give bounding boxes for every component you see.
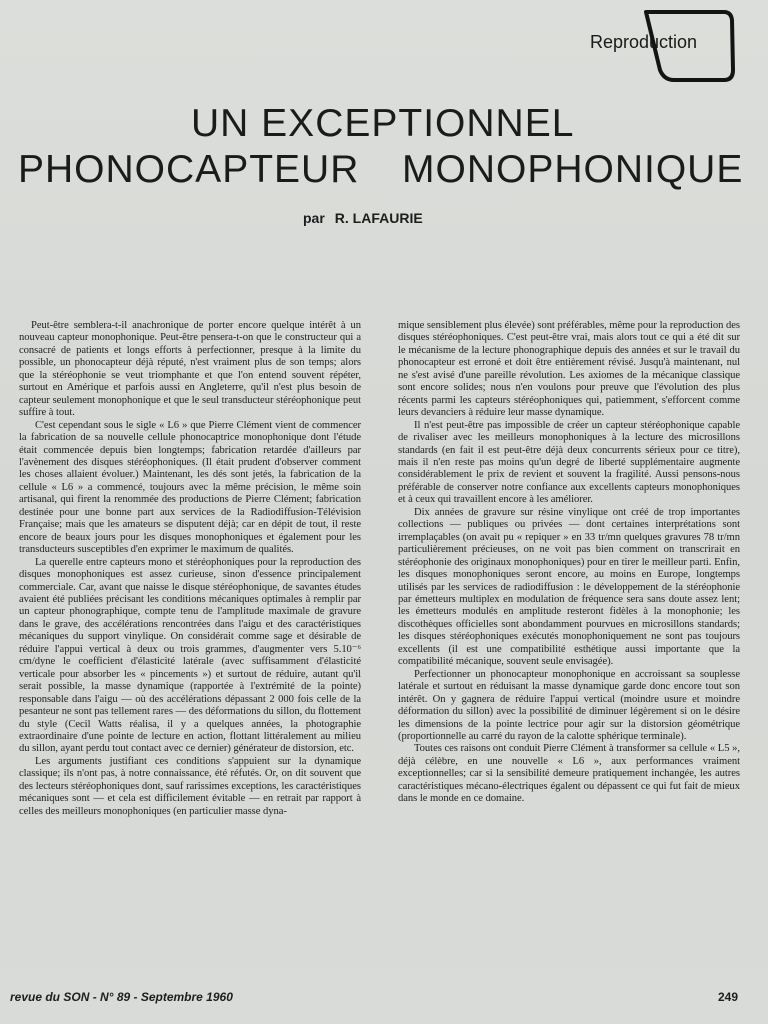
- paragraph: Perfectionner un phonocapteur monophonique en accroissant sa souplesse latérale et surtout en réduisant la masse dynamique garde donc encore tout son intérêt. On y gagnera de réduire l'appui vertical (moindre usure et moindre déformation du sillon) avec la possibilité de diminuer légèrement si on le désire les dimensions de la pointe lectrice pour agir sur la distorsion géométrique (proportionnelle au carré du rayon de la calotte sphérique terminale).: [398, 668, 740, 742]
- section-label: Reproduction: [590, 32, 698, 52]
- journal-footer: revue du SON - N° 89 - Septembre 1960: [10, 990, 233, 1004]
- article-column-right: [398, 320, 740, 806]
- paragraph: mique sensiblement plus élevée) sont préférables, même pour la reproduction des disques stéréophoniques. C'est peut-être vrai, mais alors tout ce qui a été dit sur le mécanisme de la lecture phonographique depuis des années et sur le travail du phonocapteur est erroné et doit être entièrement révisé. Jusqu'à maintenant, nul ne s'est avisé d'une pareille révolution. Les axiomes de la mécanique classique sont encore solides; nous n'en voulons pour preuve que l'évolution des plus récents parmi les capteurs stéréophoniques qui, patiemment, s'efforcent comme leurs devanciers à réduire leur masse dynamique.: [398, 320, 740, 419]
- byline-author: R. LAFAURIE: [334, 210, 423, 226]
- title-line-2-left: PHONOCAPTEUR: [18, 148, 360, 191]
- paragraph: La querelle entre capteurs mono et stéréophoniques pour la reproduction des disques monophoniques est assez curieuse, sinon d'essence principalement commerciale. Car, avant que naisse le disque stéréophonique, de savantes études avaient été publiées précisant les conditions mécaniques optimales à remplir par un capteur phonographique, compte tenu de l'amplitude maximale de gravure dans le grave, des accélérations rencontrées dans l'aigu et des caractéristiques mécaniques du support vinylique. On considérait comme sage et désirable de réduire l'appui vertical à deux ou trois grammes, d'augmenter vers 5.10⁻⁶ cm/dyne le coefficient d'élasticité latérale (avec suffisamment d'élasticité verticale pour absorber les « pincements ») et surtout de réduire, autant qu'il serait possible, la masse dynamique (rapportée à l'extrémité de la pointe) responsable dans l'aigu — où des accélérations dépassant 2 000 fois celle de la pesanteur ne sont pas tellement rares — des déformations du sillon, du flottement du style (Cecil Watts réalisa, il y a quelques années, la photographie extraordinaire d'une pointe de lecture en action, flottant littéralement au milieu du sillon, ayant perdu tout contact avec ce dernier) générateur de distorsion, etc.: [19, 556, 361, 755]
- paragraph: C'est cependant sous le sigle « L6 » que Pierre Clément vient de commencer la fabrication de sa nouvelle cellule phonocaptrice monophonique dont l'étude était commencée depuis bien longtemps; fabrication retardée d'ailleurs par l'avènement des disques stéréophoniques. (Il était prudent d'observer comment les choses allaient évoluer.) Maintenant, les dés sont jetés, la fabrication de la cellule « L6 » a commencé, toujours avec la même précision, le même soin artisanal, qui firent la renommée des productions de Pierre Clément; fabrication destinée pour une bonne part aux services de la Radiodiffusion-Télévision Française; mais que les amateurs se disputent déjà; car en dépit de tout, il reste encore de beaux jours pour les disques monophoniques et également pour les transducteurs susceptibles d'en exprimer le maximum de qualités.: [19, 419, 361, 556]
- byline-prefix: par: [303, 210, 325, 226]
- paragraph: Il n'est peut-être pas impossible de créer un capteur stéréophonique capable de rivaliser avec les meilleurs monophoniques à la lecture des microsillons standards (en fait il est peut-être déjà deux concurrents sérieux pour ce titre), mais il n'en reste pas moins qu'un degré de liberté supplémentaire augmente considérablement le prix de revient et souvent la fragilité. Aussi pensons-nous préférable de conserver notre confiance aux excellents capteurs monophoniques et à ceux qui travaillent encore à les améliorer.: [398, 419, 740, 506]
- article-column-left: [19, 320, 361, 818]
- paragraph: Peut-être semblera-t-il anachronique de porter encore quelque intérêt à un nouveau capteur monophonique. Peut-être pensera-t-on que le constructeur qui a consacré de patients et longs efforts à perfectionner, presque à la limite du possible, un phonocapteur déjà réputé, n'est vraiment plus de son temps; alors que la stéréophonie se veut triomphante et que l'on entend souvent répéter, surtout en Amérique et parfois aussi en Angleterre, qu'il n'est plus besoin de capteur seulement monophonique et que le seul transducteur stéréophonique peut suffire à tout.: [19, 320, 361, 419]
- title-line-2-right: MONOPHONIQUE: [402, 148, 744, 191]
- paragraph: Toutes ces raisons ont conduit Pierre Clément à transformer sa cellule « L5 », déjà célèbre, en une nouvelle « L6 », aux performances vraiment exceptionnelles; car si la sensibilité demeure pratiquement inchangée, les autres caractéristiques mécano-électriques égalent ou dépassent ce qui fut fait de mieux dans le monde en ce domaine.: [398, 743, 740, 805]
- page-number: 249: [718, 990, 739, 1004]
- title-line-1: UN EXCEPTIONNEL: [191, 102, 575, 145]
- byline: [303, 210, 423, 226]
- paragraph: Les arguments justifiant ces conditions s'appuient sur la dynamique classique; ils n'ont pas, à notre connaissance, été réfutés. Or, on dit souvent que des lecteurs stéréophoniques dont, sauf rarissimes exceptions, les caractéristiques mécaniques sont — et cela est difficilement évitable — en retrait par rapport à celles des meilleurs monophoniques (en particulier masse dyna-: [19, 755, 361, 817]
- paragraph: Dix années de gravure sur résine vinylique ont créé de trop importantes collections — publiques ou privées — dont certaines interprétations sont irremplaçables (on avait pu « repiquer » en 33 tr/mn quelques gravures 78 tr/mn particulièrement précieuses, on ne voit pas bien comment on transcrirait en stéréophonie des originaux monophoniques) pour en tirer le meilleur parti. Enfin, les disques monophoniques seront encore, au moins en Europe, longtemps utilisés par les services de radiodiffusion : le développement de la stéréophonie par émetteurs multiplex en modulation de fréquence sera sans doute assez lent; les émetteurs modulés en amplitude resteront fidèles à la monophonie; les discothèques officielles sont abondamment pourvues en microsillons standards; les disques stéréophoniques exécutés monophoniquement ne sont pas toujours excellents (il est une compatibilité esthétique aussi importante que la compatibilité mécanique, souvent seule envisagée).: [398, 506, 740, 668]
